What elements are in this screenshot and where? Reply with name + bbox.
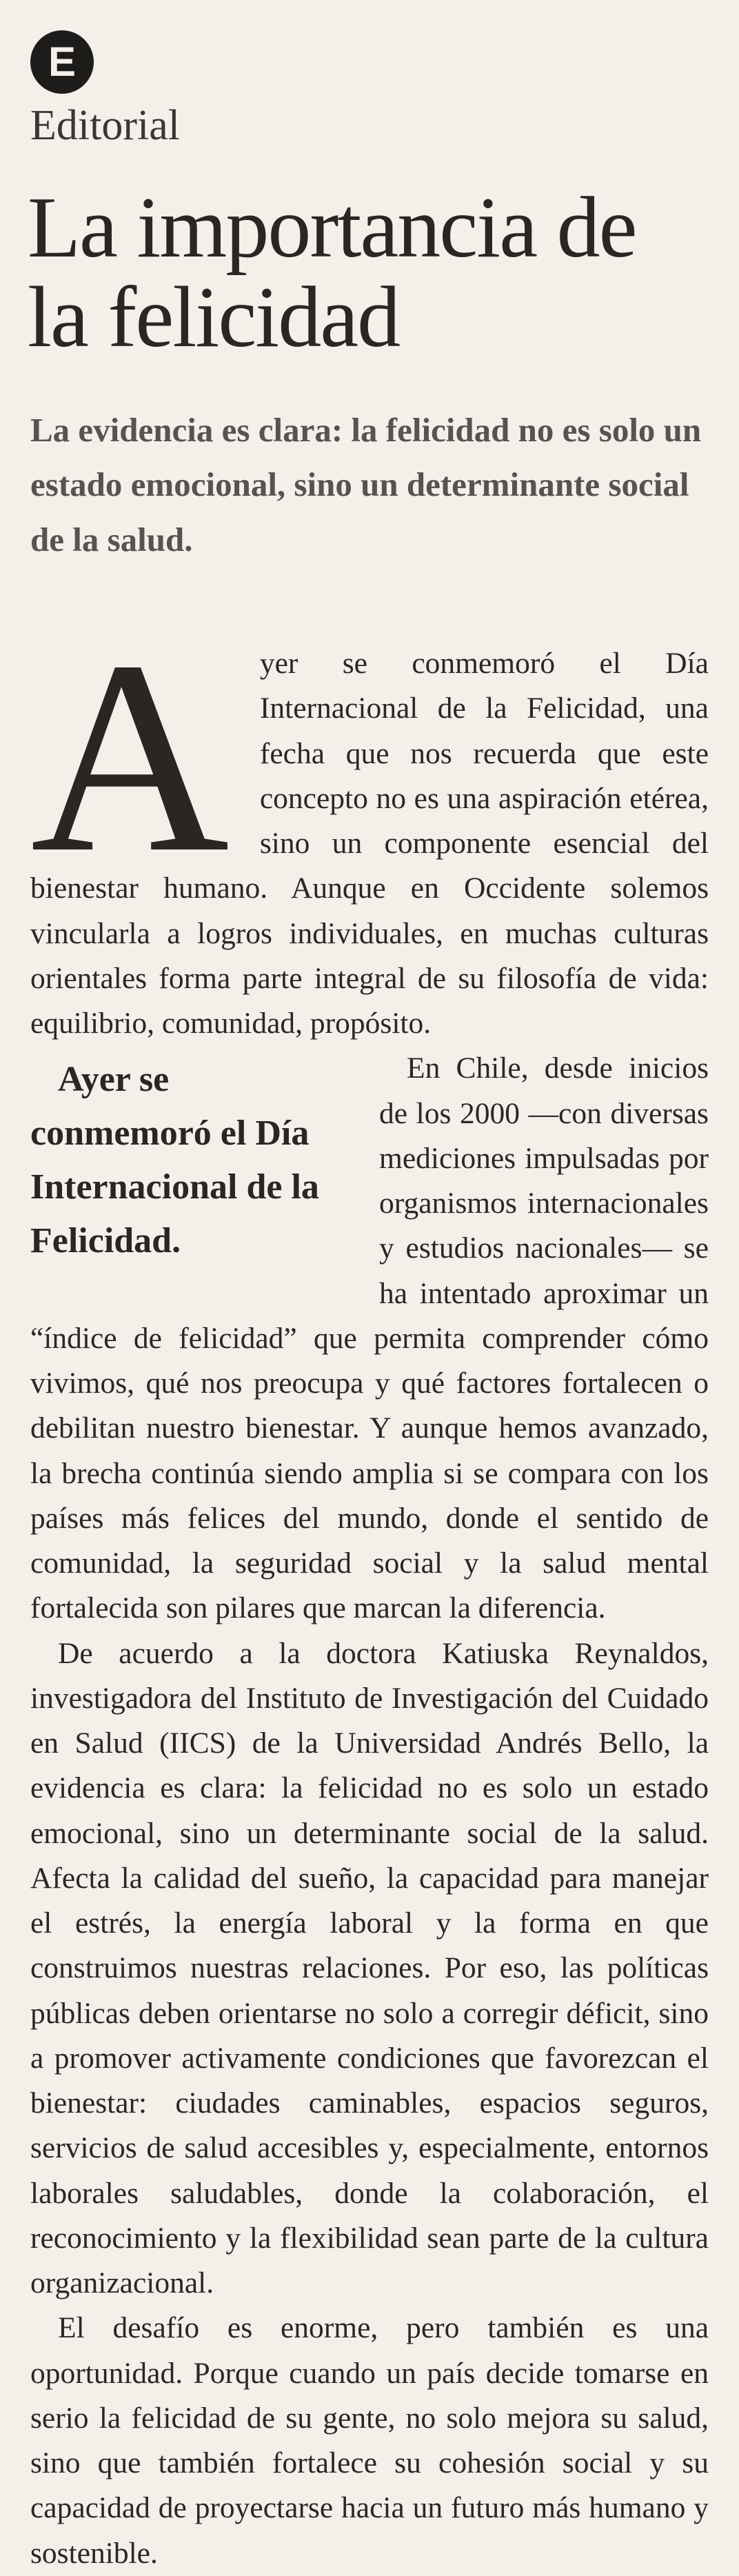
badge-letter: E [48, 39, 77, 85]
paragraph-3: De acuerdo a la doctora Katiuska Reynaldos, investigadora del Instituto de Investigación del Cuidado en Salud (IICS) de la Universidad Andrés Bello, la evidencia es clara: la felicidad no es solo un estado emocional, sino un determinante social de la salud. Afecta la calidad del sueño, la capacidad para manejar el estrés, la energía laboral y la forma en que construimos nuestras relaciones. Por eso, las políticas públicas deben orientarse no solo a corregir déficit, sino a promover activamente condiciones que favorezcan el bienestar: ciudades caminables, espacios seguros, servicios de salud accesibles y, especialmente, entornos laborales saludables, donde la colaboración, el reconocimiento y la flexibilidad sean parte de la cultura organizacional. [30, 1636, 709, 2300]
paragraph-2-text: En Chile, desde inicios de los 2000 —con diversas mediciones impulsadas por organismos internacionales y estudios nacionales— se ha intentado aproximar un “índice de felicidad” que permita comprender cómo vivimos, qué nos preocupa y qué factores fortalecen o debilitan nuestro bienestar. Y aunque hemos avanzado, la brecha continúa siendo amplia si se compara con los países más felices del mundo, donde el sentido de comunidad, la seguridad social y la salud mental fortalecida son pilares que marcan la diferencia. [30, 1051, 709, 1625]
headline: La importancia de la felicidad [28, 180, 636, 365]
deck-subtitle: La evidencia es clara: la felicidad no es solo un estado emocional, sino un determinante social de la salud. [30, 411, 702, 559]
section-badge-icon [30, 30, 94, 94]
article-body [30, 604, 709, 2576]
paragraph-1: yer se conmemoró el Día Internacional de la Felicidad, una fecha que nos recuerda que este concepto no es una aspiración etérea, sino un componente esencial del bienestar humano. Aunque en Occidente solemos vincularla a logros individuales, en muchas culturas orientales forma parte integral de su filosofía de vida: equilibrio, comunidad, propósito. [30, 647, 709, 1040]
pull-quote: Ayer se conmemoró el Día Internacional de la Felicidad. [30, 1060, 319, 1261]
paragraph-2 [30, 1046, 709, 1631]
drop-cap: A [30, 604, 230, 909]
paragraph-4: El desafío es enorme, pero también es una oportunidad. Porque cuando un país decide tomarse en serio la felicidad de su gente, no solo mejora su salud, sino que también fortalece su cohesión social y su capacidad de proyectarse hacia un futuro más humano y sostenible. [30, 2311, 709, 2570]
section-label: Editorial [30, 102, 180, 149]
